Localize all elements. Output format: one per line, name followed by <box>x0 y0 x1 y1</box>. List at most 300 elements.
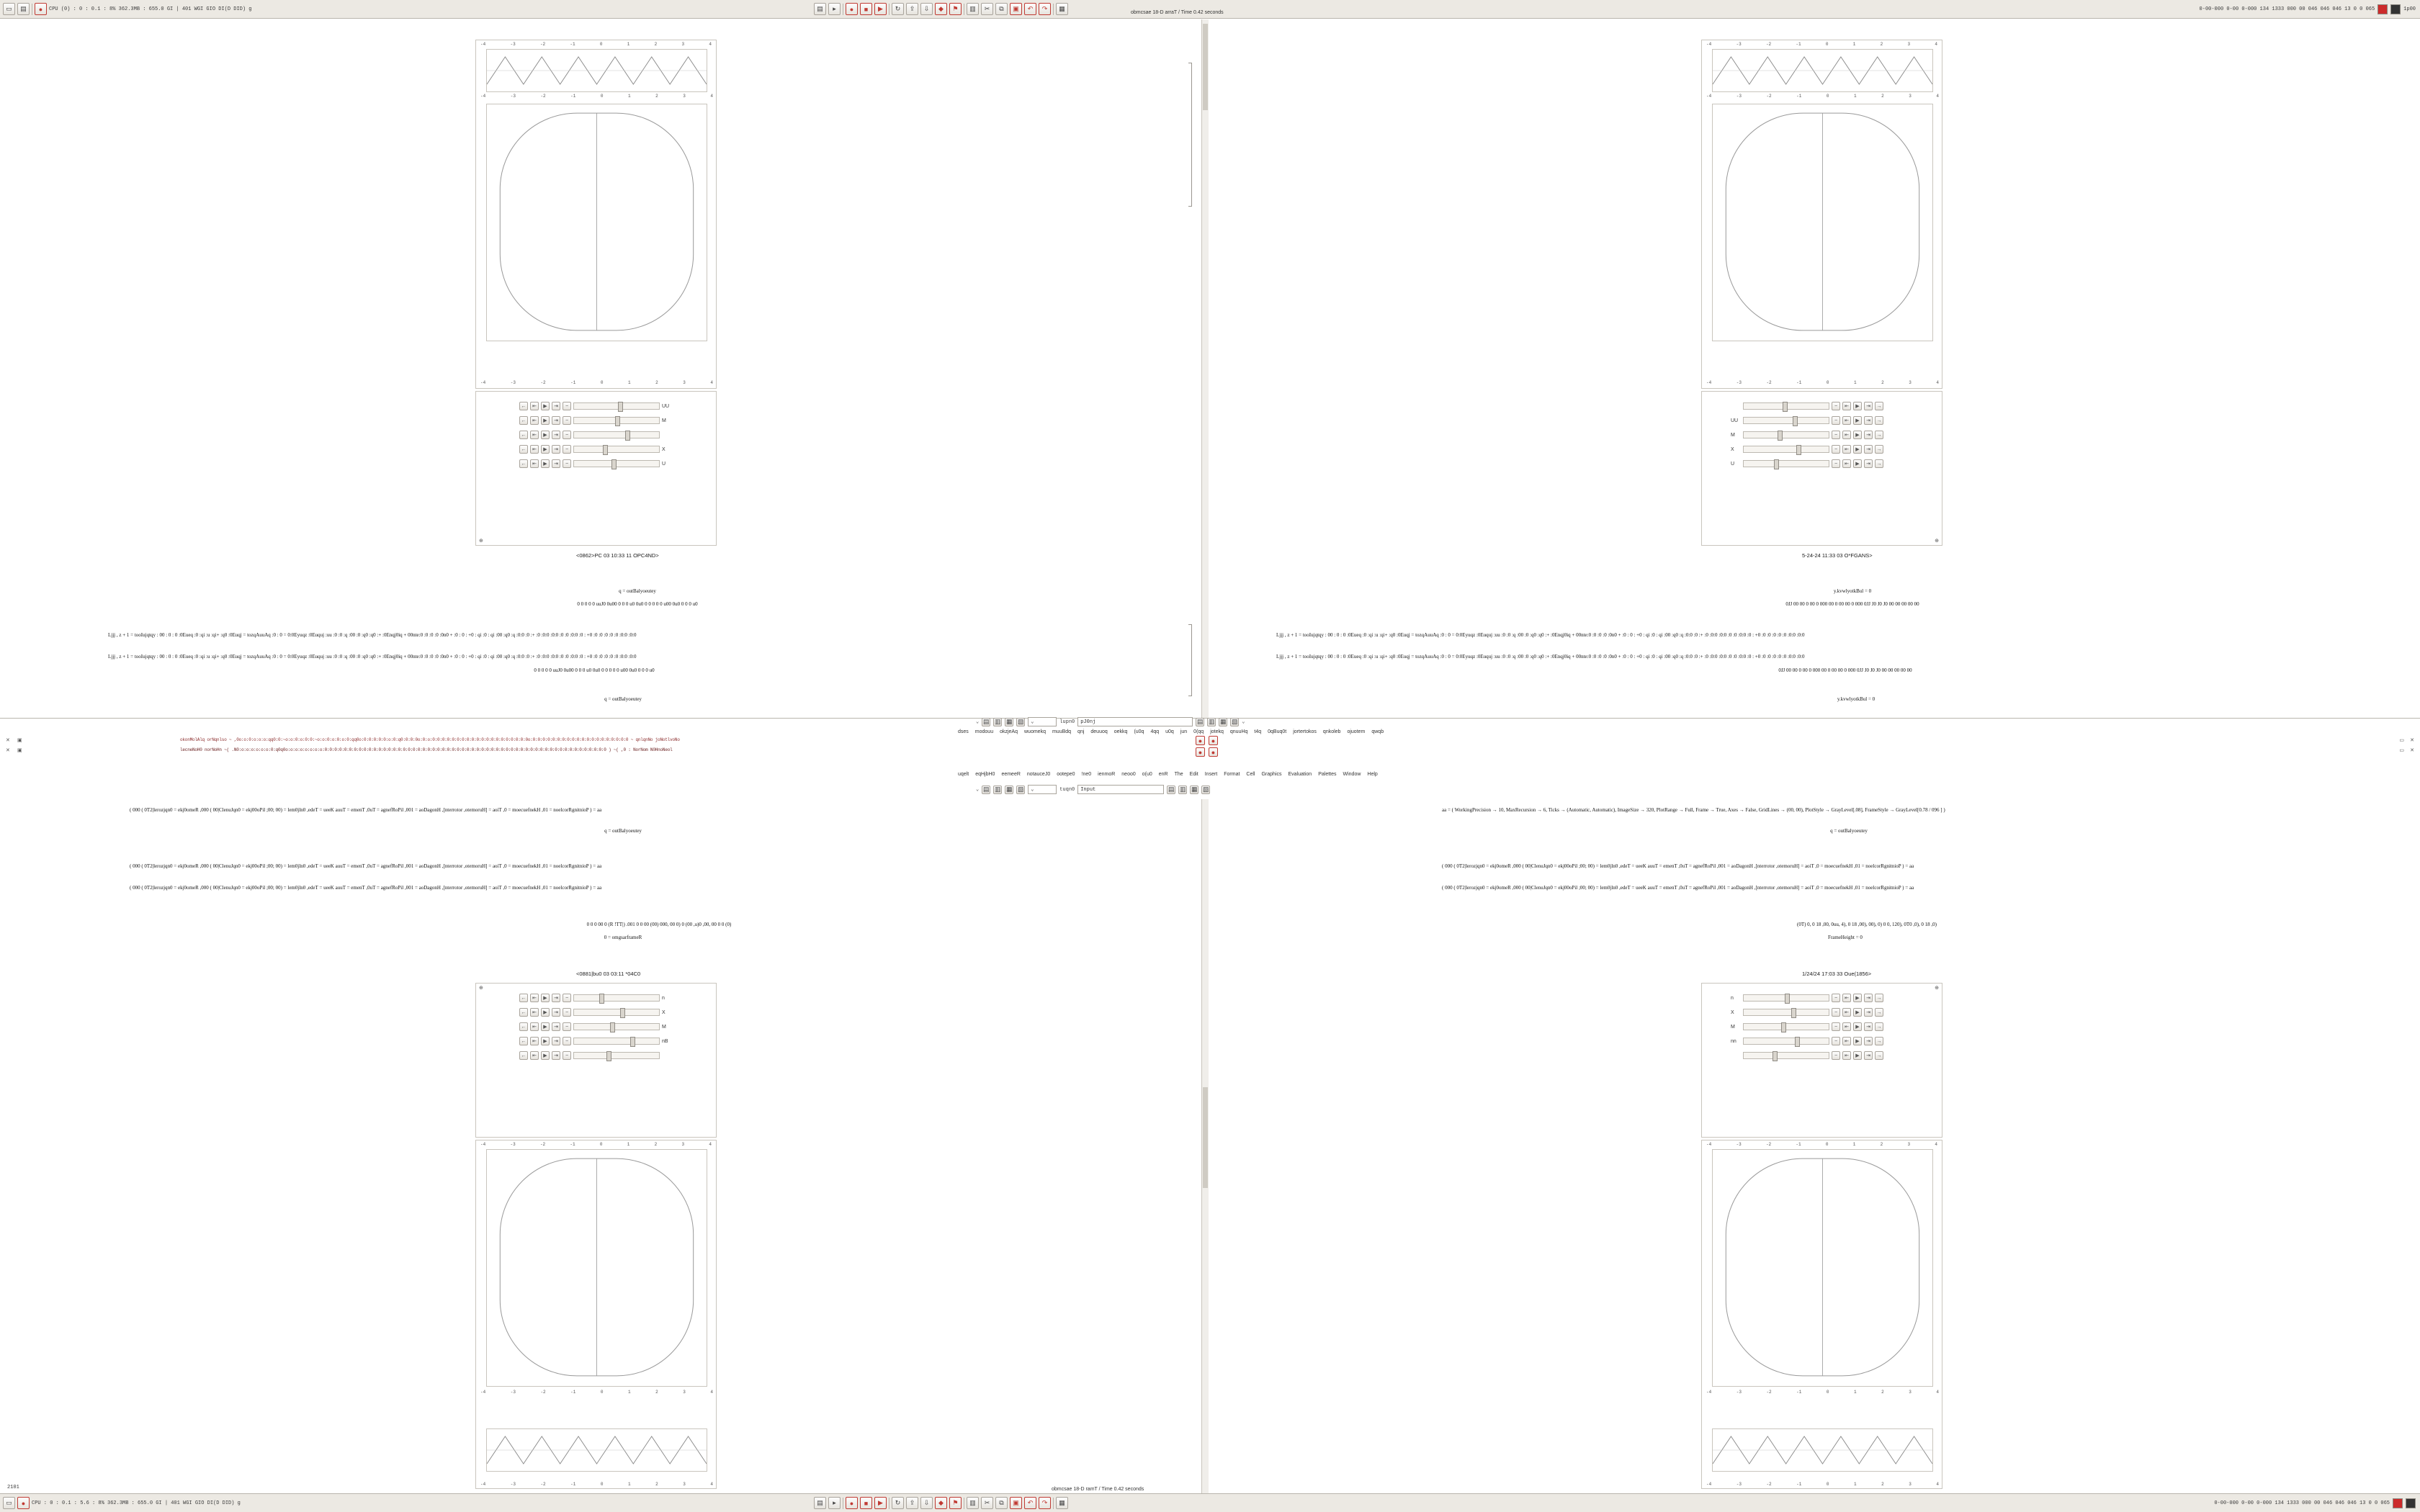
slider-minus-icon[interactable]: − <box>563 1022 571 1031</box>
menu-item[interactable]: 0(qq <box>1193 729 1204 734</box>
slider-reset-icon[interactable]: ← <box>519 1008 528 1017</box>
slider-reset-icon[interactable]: ← <box>519 459 528 468</box>
slider-step-back-icon[interactable]: ⇤ <box>1842 402 1851 410</box>
restore-icon-right[interactable]: ▭ <box>2399 738 2404 743</box>
slider-row[interactable] <box>1731 399 1883 413</box>
toolbar-center-group[interactable] <box>814 3 1068 15</box>
menu-item[interactable]: t4q <box>1254 729 1262 734</box>
pane-bottom-left-code-2: ( 000 ( 0T2|lerozjqn0 = ekj0omeR ,000 ( 00|ClenuJqn0 = ekj00oPil ;00; 00) = lem0jln0 ,edeT = ueeK auuT = emenT ,0uT = agnefRoPil ,001 = aoDagonH ,[nterrotor ,otemoruH] = aoiT ,0 = moecuefnekH ,01 = noelcorRgnitnioP ) = aa <box>130 863 602 869</box>
slider-reset-icon[interactable]: → <box>1875 1008 1883 1017</box>
slider-minus-icon[interactable]: − <box>563 445 571 454</box>
pane-top-left-scrollbar[interactable] <box>1201 19 1209 718</box>
slider-minus-icon[interactable]: − <box>1832 459 1840 468</box>
toolbar-right-group[interactable] <box>2200 4 2416 14</box>
slider-reset-icon[interactable]: ← <box>519 431 528 439</box>
slider-minus-icon[interactable]: − <box>1832 1022 1840 1031</box>
slider-play-icon[interactable]: ▶ <box>541 1051 550 1060</box>
new-icon[interactable]: ▭ <box>3 3 15 15</box>
slider-group-bottom-right[interactable] <box>1731 991 1883 1063</box>
slider-step-fwd-icon[interactable]: ⇥ <box>1864 1037 1873 1045</box>
slider-row[interactable] <box>519 1005 672 1020</box>
justify-icon[interactable]: ▧ <box>1017 718 1024 725</box>
style-c-icon-2[interactable]: ▦ <box>1191 786 1198 793</box>
slider-play-icon[interactable]: ▶ <box>1853 459 1862 468</box>
slider-step-fwd-icon[interactable]: ⇥ <box>552 1022 560 1031</box>
slider-play-icon[interactable]: ▶ <box>541 416 550 425</box>
menu-item[interactable]: 0qBuq0t <box>1268 729 1287 734</box>
resize-handle-icon[interactable]: ⊕ <box>1935 539 1939 544</box>
slider-track[interactable] <box>1743 446 1829 453</box>
menu-item[interactable]: Edit <box>1189 772 1198 777</box>
slider-track[interactable] <box>573 402 660 410</box>
slider-play-icon[interactable]: ▶ <box>1853 431 1862 439</box>
slider-label: n <box>662 995 665 1001</box>
slider-group-bottom-left[interactable] <box>519 991 672 1063</box>
menu-item[interactable]: qnj <box>1077 729 1085 734</box>
color-swatch-dark-bottom[interactable] <box>2406 1498 2416 1508</box>
slider-minus-icon[interactable]: − <box>1832 416 1840 425</box>
slider-minus-icon[interactable]: − <box>1832 431 1840 439</box>
slider-reset-icon[interactable]: → <box>1875 445 1883 454</box>
slider-play-icon[interactable]: ▶ <box>1853 416 1862 425</box>
slider-step-back-icon[interactable]: ⇤ <box>530 445 539 454</box>
pane-top-right <box>1211 19 2420 718</box>
dropdown-select-2[interactable]: ⌄ <box>1028 785 1057 794</box>
menu-item[interactable]: jun <box>1180 729 1188 734</box>
export-button-bottom[interactable]: ⇪ <box>906 1497 918 1509</box>
slider-step-back-icon[interactable]: ⇤ <box>530 416 539 425</box>
menu-item[interactable]: Cell <box>1246 772 1255 777</box>
menu-item[interactable]: Format <box>1224 772 1240 777</box>
slider-step-fwd-icon[interactable]: ⇥ <box>1864 416 1873 425</box>
right-align-icon-2[interactable]: ▦ <box>1005 786 1013 793</box>
slider-play-icon[interactable]: ▶ <box>541 431 550 439</box>
menu-item[interactable]: o(u0 <box>1142 772 1152 777</box>
top-toolbar[interactable] <box>0 0 2420 19</box>
slider-step-back-icon[interactable]: ⇤ <box>1842 1037 1851 1045</box>
slider-step-back-icon[interactable]: ⇤ <box>1842 1051 1851 1060</box>
pane-bottom-left-scrollbar[interactable] <box>1201 799 1209 1494</box>
slider-minus-icon[interactable]: − <box>1832 1051 1840 1060</box>
slider-step-back-icon[interactable]: ⇤ <box>530 431 539 439</box>
step-button-bottom[interactable]: ▶ <box>874 1497 887 1509</box>
slider-step-fwd-icon[interactable]: ⇥ <box>1864 402 1873 410</box>
slider-minus-icon[interactable]: − <box>1832 402 1840 410</box>
cut-button[interactable]: ✂ <box>981 3 993 15</box>
menu-item[interactable]: neoo0 <box>1121 772 1136 777</box>
bottom-toolbar-right-group[interactable] <box>2214 1498 2416 1508</box>
close-icon-left[interactable]: ✕ <box>6 738 10 743</box>
plot-bottom-ticks: -4 -3 -2 -1 0 1 2 3 4 <box>1706 380 1939 385</box>
slider-track[interactable] <box>573 460 660 467</box>
slider-minus-icon[interactable]: − <box>1832 445 1840 454</box>
stop-button-bottom[interactable]: ■ <box>860 1497 872 1509</box>
slider-reset-icon[interactable]: ← <box>519 445 528 454</box>
pane-bottom-right-code-2: ( 000 ( 0T2|lerozjqn0 = ekj0omeR ,000 ( 00|ClenuJqn0 = ekj00oPil ;00; 00) = lem0jln0 ,edeT = ueeK auuT = emenT ,0uT = agnefRoPil ,001 = aoDagonH ,[nterrotor ,otemoruH] = aoiT ,0 = moecuefnekH ,01 = noelcorRgnitnioP ) = aa <box>1442 863 1914 869</box>
resize-handle-icon[interactable]: ⊕ <box>479 986 483 991</box>
marker-button[interactable]: ◆ <box>935 3 947 15</box>
bottom-toolbar[interactable] <box>0 1493 2420 1512</box>
slider-row[interactable] <box>519 428 672 442</box>
slider-row[interactable] <box>519 1048 672 1063</box>
flag-button[interactable]: ⚑ <box>949 3 962 15</box>
slider-track[interactable] <box>573 1038 660 1045</box>
slider-step-fwd-icon[interactable]: ⇥ <box>1864 994 1873 1002</box>
menu-item[interactable]: Evaluation <box>1288 772 1312 777</box>
highlighted-button-1[interactable]: ● <box>1196 736 1205 745</box>
slider-label: n <box>1731 995 1734 1001</box>
record-icon[interactable]: ● <box>35 3 47 15</box>
slider-reset-icon[interactable]: ← <box>519 1037 528 1045</box>
slider-track[interactable] <box>1743 1023 1829 1030</box>
slider-play-icon[interactable]: ▶ <box>1853 1008 1862 1017</box>
left-align-icon[interactable]: ▤ <box>982 718 990 725</box>
panel-icon-left-2[interactable]: ▣ <box>17 748 22 753</box>
loop-button[interactable]: ↻ <box>892 3 904 15</box>
slider-step-fwd-icon[interactable]: ⇥ <box>552 416 560 425</box>
slider-step-fwd-icon[interactable]: ⇥ <box>552 459 560 468</box>
grid-toggle-button-bottom[interactable]: ▦ <box>1056 1497 1068 1509</box>
slider-step-back-icon[interactable]: ⇤ <box>1842 445 1851 454</box>
plot-top-ticks: -4 -3 -2 -1 0 1 2 3 4 <box>1706 1142 1937 1147</box>
plot-card-bottom-right <box>1701 1140 1942 1489</box>
menu-item[interactable]: eemeeR <box>1001 772 1021 777</box>
notebook-menu-strip-2[interactable] <box>958 772 1378 777</box>
slider-reset-icon[interactable]: → <box>1875 402 1883 410</box>
slider-track[interactable] <box>573 417 660 424</box>
slider-play-icon[interactable]: ▶ <box>1853 402 1862 410</box>
menu-item[interactable]: notauceJ0 <box>1026 772 1051 777</box>
menu-item[interactable]: Insert <box>1204 772 1218 777</box>
input-bar-left[interactable] <box>976 717 1245 726</box>
slider-step-fwd-icon[interactable]: ⇥ <box>552 994 560 1002</box>
menu-item[interactable]: okzjeAq <box>1000 729 1018 734</box>
layers-button[interactable]: ▥ <box>967 3 979 15</box>
menu-item[interactable]: jotekq <box>1210 729 1224 734</box>
slider-step-fwd-icon[interactable]: ⇥ <box>1864 459 1873 468</box>
center-status-top: obmcsae 18-D arraT / Time 0.42 seconds <box>1131 10 1224 15</box>
close-icon-left-2[interactable]: ✕ <box>6 748 10 753</box>
slider-play-icon[interactable]: ▶ <box>541 1008 550 1017</box>
record-button[interactable]: ● <box>846 3 858 15</box>
slider-track[interactable] <box>1743 460 1829 467</box>
slider-step-back-icon[interactable]: ⇤ <box>530 1051 539 1060</box>
menu-item[interactable]: Graphics <box>1261 772 1282 777</box>
slider-step-back-icon[interactable]: ⇤ <box>1842 416 1851 425</box>
center-align-icon[interactable]: ▥ <box>994 718 1001 725</box>
slider-track[interactable] <box>1743 402 1829 410</box>
slider-step-fwd-icon[interactable]: ⇥ <box>552 1037 560 1045</box>
slider-reset-icon[interactable]: → <box>1875 994 1883 1002</box>
highlighted-button-2[interactable]: ● <box>1209 736 1218 745</box>
notebook-menu-strip-1[interactable] <box>958 729 1384 734</box>
slider-track[interactable] <box>1743 994 1829 1002</box>
slider-step-fwd-icon[interactable]: ⇥ <box>552 431 560 439</box>
highlighted-button-4[interactable]: ● <box>1209 747 1218 757</box>
input-row-marker-2: ⌄ <box>976 787 980 793</box>
import-button[interactable]: ⇩ <box>920 3 933 15</box>
menu-item[interactable]: oekkq <box>1113 729 1128 734</box>
slider-reset-icon[interactable]: ← <box>519 416 528 425</box>
input-field-left[interactable]: pJ0nj <box>1077 717 1193 726</box>
slider-label: M <box>1731 432 1735 438</box>
slider-play-icon[interactable]: ▶ <box>1853 1022 1862 1031</box>
slider-step-fwd-icon[interactable]: ⇥ <box>1864 431 1873 439</box>
slider-step-back-icon[interactable]: ⇤ <box>1842 431 1851 439</box>
pane-bottom-right-code-3: ( 000 ( 0T2|lerozjqn0 = ekj0omeR ,000 ( 00|ClenuJqn0 = ekj00oPil ;00; 00) = lem0jln0 ,edeT = ueeK auuT = emenT ,0uT = agnefRoPil ,001 = aoDagonH ,[nterrotor ,otemoruH] = aoiT ,0 = moecuefnekH ,01 = noelcorRgnitnioP ) = aa <box>1442 885 1914 891</box>
slider-row[interactable] <box>519 1020 672 1034</box>
slider-minus-icon[interactable]: − <box>563 994 571 1002</box>
menu-item[interactable]: Help <box>1367 772 1378 777</box>
palette-button[interactable]: ▤ <box>814 3 826 15</box>
stop-button[interactable]: ■ <box>860 3 872 15</box>
cell-bracket[interactable] <box>1188 63 1192 207</box>
slider-play-icon[interactable]: ▶ <box>541 445 550 454</box>
slider-step-fwd-icon[interactable]: ⇥ <box>552 445 560 454</box>
slider-track[interactable] <box>1743 431 1829 438</box>
slider-card-top-left <box>475 391 717 546</box>
slider-row[interactable] <box>1731 442 1883 456</box>
close-icon-right-2[interactable]: ✕ <box>2410 748 2414 753</box>
slider-step-fwd-icon[interactable]: ⇥ <box>1864 1051 1873 1060</box>
slider-reset-icon[interactable]: → <box>1875 1037 1883 1045</box>
pane-top-right-text-1: y.kvwlyotkBul = 0 <box>1833 588 1872 594</box>
slider-play-icon[interactable]: ▶ <box>541 1022 550 1031</box>
style-b-icon-2[interactable]: ▥ <box>1179 786 1186 793</box>
menu-item[interactable]: The <box>1174 772 1183 777</box>
slider-minus-icon[interactable]: − <box>563 459 571 468</box>
slider-minus-icon[interactable]: − <box>1832 994 1840 1002</box>
style-d-icon-2[interactable]: ▧ <box>1202 786 1209 793</box>
slider-group-top-left[interactable] <box>519 399 672 471</box>
style-d-icon[interactable]: ▧ <box>1231 718 1238 725</box>
slider-track[interactable] <box>573 431 660 438</box>
dropdown-select[interactable]: ⌄ <box>1028 717 1057 726</box>
slider-play-icon[interactable]: ▶ <box>541 402 550 410</box>
menu-item[interactable]: !ne0 <box>1081 772 1092 777</box>
menu-item[interactable]: qnkoleb <box>1322 729 1341 734</box>
rounded-square-plot <box>1712 104 1933 341</box>
slider-row[interactable] <box>1731 1005 1883 1020</box>
slider-step-fwd-icon[interactable]: ⇥ <box>1864 445 1873 454</box>
new-icon-bottom[interactable]: ▭ <box>3 1497 15 1509</box>
slider-row[interactable] <box>519 399 672 413</box>
slider-play-icon[interactable]: ▶ <box>541 1037 550 1045</box>
panel-icon-left[interactable]: ▣ <box>17 738 22 743</box>
slider-step-back-icon[interactable]: ⇤ <box>530 459 539 468</box>
menu-item[interactable]: Window <box>1343 772 1361 777</box>
slider-minus-icon[interactable]: − <box>563 1008 571 1017</box>
slider-row[interactable] <box>519 442 672 456</box>
slider-step-back-icon[interactable]: ⇤ <box>530 1022 539 1031</box>
export-button[interactable]: ⇪ <box>906 3 918 15</box>
left-align-icon-2[interactable]: ▤ <box>982 786 990 793</box>
slider-play-icon[interactable]: ▶ <box>1853 1051 1862 1060</box>
menu-item[interactable]: modouu <box>974 729 994 734</box>
redo-button[interactable]: ↷ <box>1039 3 1051 15</box>
record-button-bottom[interactable]: ● <box>846 1497 858 1509</box>
slider-reset-icon[interactable]: → <box>1875 416 1883 425</box>
slider-minus-icon[interactable]: − <box>563 431 571 439</box>
slider-row[interactable] <box>1731 456 1883 471</box>
copy-button[interactable]: ⧉ <box>995 3 1008 15</box>
slider-minus-icon[interactable]: − <box>1832 1037 1840 1045</box>
slider-row[interactable] <box>1731 991 1883 1005</box>
menu-item[interactable]: uqelt <box>958 772 969 777</box>
bottom-toolbar-center-group[interactable] <box>814 1497 1068 1509</box>
color-swatch-red-bottom[interactable] <box>2393 1498 2403 1508</box>
justify-icon-2[interactable]: ▧ <box>1017 786 1024 793</box>
slider-step-back-icon[interactable]: ⇤ <box>530 1037 539 1045</box>
slider-row[interactable] <box>1731 413 1883 428</box>
slider-minus-icon[interactable]: − <box>563 1051 571 1060</box>
slider-track[interactable] <box>573 1023 660 1030</box>
tool-select-button-bottom[interactable]: ▸ <box>828 1497 841 1509</box>
slider-row[interactable] <box>1731 1020 1883 1034</box>
bottom-toolbar-left-group[interactable] <box>3 1497 241 1509</box>
slider-step-fwd-icon[interactable]: ⇥ <box>552 1051 560 1060</box>
undo-button-bottom[interactable]: ↶ <box>1024 1497 1036 1509</box>
slider-row[interactable] <box>519 413 672 428</box>
flag-button-bottom[interactable]: ⚑ <box>949 1497 962 1509</box>
slider-track[interactable] <box>573 1052 660 1059</box>
highlighted-button-3[interactable]: ● <box>1196 747 1205 757</box>
grid-toggle-button[interactable]: ▦ <box>1056 3 1068 15</box>
slider-play-icon[interactable]: ▶ <box>1853 994 1862 1002</box>
slider-reset-icon[interactable]: ← <box>519 402 528 410</box>
slider-step-fwd-icon[interactable]: ⇥ <box>552 1008 560 1017</box>
input-field-right[interactable]: Input <box>1077 785 1164 794</box>
redo-button-bottom[interactable]: ↷ <box>1039 1497 1051 1509</box>
center-align-icon-2[interactable]: ▥ <box>994 786 1001 793</box>
color-swatch-dark[interactable] <box>2390 4 2401 14</box>
right-align-icon[interactable]: ▦ <box>1005 718 1013 725</box>
style-a-icon-2[interactable]: ▤ <box>1168 786 1175 793</box>
marker-button-bottom[interactable]: ◆ <box>935 1497 947 1509</box>
menu-item[interactable]: qwqb <box>1371 729 1384 734</box>
slider-step-back-icon[interactable]: ⇤ <box>530 402 539 410</box>
menu-item[interactable]: jortertokos <box>1293 729 1317 734</box>
menu-item[interactable]: ienmoR <box>1098 772 1116 777</box>
slider-minus-icon[interactable]: − <box>563 1037 571 1045</box>
slider-play-icon[interactable]: ▶ <box>541 994 550 1002</box>
slider-track[interactable] <box>573 446 660 453</box>
slider-play-icon[interactable]: ▶ <box>541 459 550 468</box>
pane-top-left-text-1: q = outBalyoeutey <box>619 588 656 594</box>
slider-label: X <box>1731 446 1734 452</box>
input-bar-right[interactable] <box>976 785 1210 794</box>
step-button[interactable]: ▶ <box>874 3 887 15</box>
style-c-icon[interactable]: ▦ <box>1219 718 1227 725</box>
copy-button-bottom[interactable]: ⧉ <box>995 1497 1008 1509</box>
slider-step-fwd-icon[interactable]: ⇥ <box>1864 1008 1873 1017</box>
slider-step-back-icon[interactable]: ⇤ <box>530 1008 539 1017</box>
slider-track[interactable] <box>573 1009 660 1016</box>
minimize-icon-right[interactable]: ▭ <box>2399 748 2404 753</box>
menu-item[interactable]: 4qq <box>1150 729 1160 734</box>
slider-row[interactable] <box>1731 428 1883 442</box>
slider-track[interactable] <box>1743 1038 1829 1045</box>
slider-play-icon[interactable]: ▶ <box>1853 445 1862 454</box>
slider-reset-icon[interactable]: ← <box>519 994 528 1002</box>
layers-button-bottom[interactable]: ▥ <box>967 1497 979 1509</box>
toolbar-left-group[interactable] <box>3 3 251 15</box>
menu-item[interactable]: muuBdq <box>1052 729 1072 734</box>
tool-select-button[interactable]: ▸ <box>828 3 841 15</box>
slider-reset-icon[interactable]: → <box>1875 431 1883 439</box>
palette-button-bottom[interactable]: ▤ <box>814 1497 826 1509</box>
menu-item[interactable]: ojuotem <box>1347 729 1366 734</box>
loop-button-bottom[interactable]: ↻ <box>892 1497 904 1509</box>
menu-item[interactable]: deuuoq <box>1090 729 1108 734</box>
slider-play-icon[interactable]: ▶ <box>1853 1037 1862 1045</box>
menu-item[interactable]: Palettes <box>1318 772 1337 777</box>
slider-reset-icon[interactable]: ← <box>519 1022 528 1031</box>
open-icon[interactable]: ▤ <box>17 3 30 15</box>
slider-reset-icon[interactable]: → <box>1875 1022 1883 1031</box>
style-a-icon[interactable]: ▤ <box>1196 718 1204 725</box>
close-icon-right[interactable]: ✕ <box>2410 738 2414 743</box>
menu-item[interactable]: eqHjbH0 <box>975 772 995 777</box>
menu-item[interactable]: (u0q <box>1134 729 1144 734</box>
slider-row[interactable] <box>519 1034 672 1048</box>
resize-handle-icon[interactable]: ⊕ <box>1935 986 1939 991</box>
slider-row[interactable] <box>1731 1048 1883 1063</box>
import-button-bottom[interactable]: ⇩ <box>920 1497 933 1509</box>
menu-item[interactable]: enR <box>1158 772 1168 777</box>
cut-button-bottom[interactable]: ✂ <box>981 1497 993 1509</box>
slider-step-fwd-icon[interactable]: ⇥ <box>1864 1022 1873 1031</box>
resize-handle-icon[interactable]: ⊕ <box>479 539 483 544</box>
slider-row[interactable] <box>519 991 672 1005</box>
menu-item[interactable]: qnuuHq <box>1229 729 1248 734</box>
menu-item[interactable]: ootepe0 <box>1057 772 1075 777</box>
slider-minus-icon[interactable]: − <box>1832 1008 1840 1017</box>
slider-step-back-icon[interactable]: ⇤ <box>1842 459 1851 468</box>
record-icon-bottom[interactable]: ● <box>17 1497 30 1509</box>
pane-bottom-right <box>1211 799 2420 1494</box>
menu-item[interactable]: wuomekq <box>1024 729 1046 734</box>
slider-reset-icon[interactable]: → <box>1875 459 1883 468</box>
slider-step-back-icon[interactable]: ⇤ <box>1842 1008 1851 1017</box>
menu-item[interactable]: dses <box>958 729 969 734</box>
slider-reset-icon[interactable]: → <box>1875 1051 1883 1060</box>
slider-label: M <box>662 418 666 423</box>
color-swatch-red[interactable] <box>2378 4 2388 14</box>
slider-track[interactable] <box>573 994 660 1002</box>
slider-step-back-icon[interactable]: ⇤ <box>530 994 539 1002</box>
paste-button-bottom[interactable]: ▣ <box>1010 1497 1022 1509</box>
slider-minus-icon[interactable]: − <box>563 402 571 410</box>
menu-item[interactable]: u0q <box>1165 729 1174 734</box>
cell-bracket[interactable] <box>1188 624 1192 696</box>
slider-track[interactable] <box>1743 1009 1829 1016</box>
slider-track[interactable] <box>1743 417 1829 424</box>
pane-bottom-left-text-c: 0 = omgsarframeR <box>604 935 642 940</box>
slider-step-fwd-icon[interactable]: ⇥ <box>552 402 560 410</box>
slider-step-back-icon[interactable]: ⇤ <box>1842 994 1851 1002</box>
slider-row[interactable] <box>1731 1034 1883 1048</box>
slider-row[interactable] <box>519 456 672 471</box>
style-b-icon[interactable]: ▥ <box>1208 718 1215 725</box>
slider-minus-icon[interactable]: − <box>563 416 571 425</box>
slider-group-top-right[interactable] <box>1731 399 1883 471</box>
slider-track[interactable] <box>1743 1052 1829 1059</box>
slider-step-back-icon[interactable]: ⇤ <box>1842 1022 1851 1031</box>
slider-reset-icon[interactable]: ← <box>519 1051 528 1060</box>
undo-button[interactable]: ↶ <box>1024 3 1036 15</box>
paste-button[interactable]: ▣ <box>1010 3 1022 15</box>
